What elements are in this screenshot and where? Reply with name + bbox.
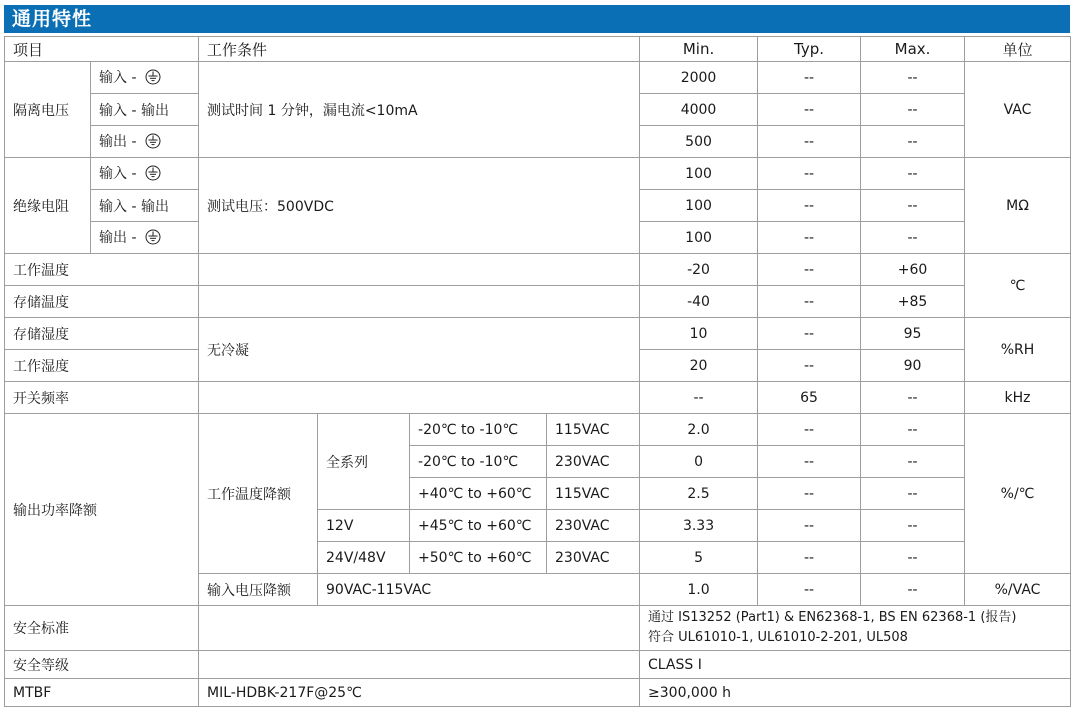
typ-value: -- <box>758 286 861 318</box>
temp-range: -20℃ to -10℃ <box>410 446 547 478</box>
min-value: 0 <box>640 446 758 478</box>
typ-value: -- <box>758 414 861 446</box>
frequency-unit: kHz <box>965 382 1071 414</box>
header-condition: 工作条件 <box>199 37 640 62</box>
typ-value: -- <box>758 542 861 574</box>
max-value: -- <box>861 382 965 414</box>
typ-value: -- <box>758 350 861 382</box>
typ-value: -- <box>758 158 861 190</box>
table-row <box>5 286 1071 318</box>
header-typ: Typ. <box>758 37 861 62</box>
min-value: 100 <box>640 222 758 254</box>
max-value: -- <box>861 414 965 446</box>
min-value: -- <box>640 382 758 414</box>
max-value: -- <box>861 62 965 94</box>
temp-derating-label: 工作温度降额 <box>199 414 318 574</box>
min-value: 20 <box>640 350 758 382</box>
typ-value: 65 <box>758 382 861 414</box>
input-voltage: 230VAC <box>547 446 640 478</box>
min-value: -40 <box>640 286 758 318</box>
typ-value: -- <box>758 446 861 478</box>
sub-item: 输入 - 输出 <box>91 190 199 222</box>
input-derating-label: 输入电压降额 <box>199 574 318 606</box>
max-value: -- <box>861 510 965 542</box>
table-row <box>5 382 1071 414</box>
max-value: +60 <box>861 254 965 286</box>
operating-humidity-label: 工作湿度 <box>5 350 199 382</box>
safety-class-value: CLASS I <box>640 651 1071 679</box>
input-voltage: 115VAC <box>547 478 640 510</box>
empty-condition <box>199 651 640 679</box>
isolation-condition: 测试时间 1 分钟，漏电流<10mA <box>199 62 640 158</box>
safety-standard-label: 安全标准 <box>5 606 199 651</box>
temp-range: -20℃ to -10℃ <box>410 414 547 446</box>
max-value: -- <box>861 94 965 126</box>
empty-condition <box>199 382 640 414</box>
safety-class-label: 安全等级 <box>5 651 199 679</box>
resistance-condition: 测试电压：500VDC <box>199 158 640 254</box>
table-row <box>5 62 1071 94</box>
safety-standard-value <box>640 606 1071 651</box>
table-row <box>5 414 1071 446</box>
temp-range: +50℃ to +60℃ <box>410 542 547 574</box>
input-voltage: 230VAC <box>547 542 640 574</box>
empty-condition <box>199 254 640 286</box>
storage-temp-label: 存储温度 <box>5 286 199 318</box>
storage-humidity-label: 存储湿度 <box>5 318 199 350</box>
max-value: 95 <box>861 318 965 350</box>
typ-value: -- <box>758 478 861 510</box>
typ-value: -- <box>758 190 861 222</box>
mtbf-label: MTBF <box>5 679 199 707</box>
general-characteristics-table <box>4 36 1071 707</box>
table-row <box>5 254 1071 286</box>
mtbf-value: ≥300,000 h <box>640 679 1071 707</box>
max-value: 90 <box>861 350 965 382</box>
header-row <box>5 37 1071 62</box>
max-value: -- <box>861 222 965 254</box>
max-value: +85 <box>861 286 965 318</box>
table-row <box>5 318 1071 350</box>
typ-value: -- <box>758 222 861 254</box>
max-value: -- <box>861 190 965 222</box>
sub-item: 输出 - <box>91 222 199 254</box>
series-24v-48v: 24V/48V <box>318 542 410 574</box>
temp-range: +45℃ to +60℃ <box>410 510 547 542</box>
min-value: 2.5 <box>640 478 758 510</box>
ground-icon <box>145 133 161 153</box>
typ-value: -- <box>758 254 861 286</box>
min-value: 10 <box>640 318 758 350</box>
typ-value: -- <box>758 94 861 126</box>
ground-icon <box>145 229 161 249</box>
sub-item: 输入 - 输出 <box>91 94 199 126</box>
min-value: 3.33 <box>640 510 758 542</box>
derating-label: 输出功率降额 <box>5 414 199 606</box>
humidity-unit: %RH <box>965 318 1071 382</box>
section-title-bar <box>4 5 1070 33</box>
ground-icon <box>145 69 161 89</box>
typ-value: -- <box>758 574 861 606</box>
max-value: -- <box>861 574 965 606</box>
temp-range: +40℃ to +60℃ <box>410 478 547 510</box>
table-row <box>5 158 1071 190</box>
mtbf-condition: MIL-HDBK-217F@25℃ <box>199 679 640 707</box>
min-value: -20 <box>640 254 758 286</box>
sub-item: 输入 - <box>91 62 199 94</box>
typ-value: -- <box>758 126 861 158</box>
typ-value: -- <box>758 318 861 350</box>
safety-standard-line-1: 通过 IS13252 (Part1) & EN62368-1, BS EN 62368-1 (报告) <box>648 610 1017 625</box>
resistance-label: 绝缘电阻 <box>5 158 91 254</box>
empty-condition <box>199 286 640 318</box>
resistance-unit: MΩ <box>965 158 1071 254</box>
frequency-label: 开关频率 <box>5 382 199 414</box>
header-unit: 单位 <box>965 37 1071 62</box>
humidity-condition: 无冷凝 <box>199 318 640 382</box>
series-12v: 12V <box>318 510 410 542</box>
input-derating-range: 90VAC-115VAC <box>318 574 640 606</box>
max-value: -- <box>861 542 965 574</box>
min-value: 4000 <box>640 94 758 126</box>
operating-temp-label: 工作温度 <box>5 254 199 286</box>
isolation-label: 隔离电压 <box>5 62 91 158</box>
series-all: 全系列 <box>318 414 410 510</box>
min-value: 100 <box>640 190 758 222</box>
max-value: -- <box>861 158 965 190</box>
table-row <box>5 606 1071 651</box>
table-row <box>5 679 1071 707</box>
header-min: Min. <box>640 37 758 62</box>
min-value: 2000 <box>640 62 758 94</box>
typ-value: -- <box>758 62 861 94</box>
section-title: 通用特性 <box>12 8 93 30</box>
max-value: -- <box>861 478 965 510</box>
min-value: 2.0 <box>640 414 758 446</box>
max-value: -- <box>861 126 965 158</box>
typ-value: -- <box>758 510 861 542</box>
min-value: 500 <box>640 126 758 158</box>
sub-item: 输出 - <box>91 126 199 158</box>
ground-icon <box>145 165 161 185</box>
isolation-unit: VAC <box>965 62 1071 158</box>
header-item: 项目 <box>5 37 199 62</box>
min-value: 1.0 <box>640 574 758 606</box>
min-value: 5 <box>640 542 758 574</box>
input-voltage: 230VAC <box>547 510 640 542</box>
min-value: 100 <box>640 158 758 190</box>
table-row <box>5 651 1071 679</box>
sub-item: 输入 - <box>91 158 199 190</box>
safety-standard-line-2: 符合 UL61010-1, UL61010-2-201, UL508 <box>648 630 908 645</box>
input-derating-unit: %/VAC <box>965 574 1071 606</box>
input-voltage: 115VAC <box>547 414 640 446</box>
header-max: Max. <box>861 37 965 62</box>
temperature-unit: ℃ <box>965 254 1071 318</box>
derating-temp-unit: %/℃ <box>965 414 1071 574</box>
max-value: -- <box>861 446 965 478</box>
empty-condition <box>199 606 640 651</box>
